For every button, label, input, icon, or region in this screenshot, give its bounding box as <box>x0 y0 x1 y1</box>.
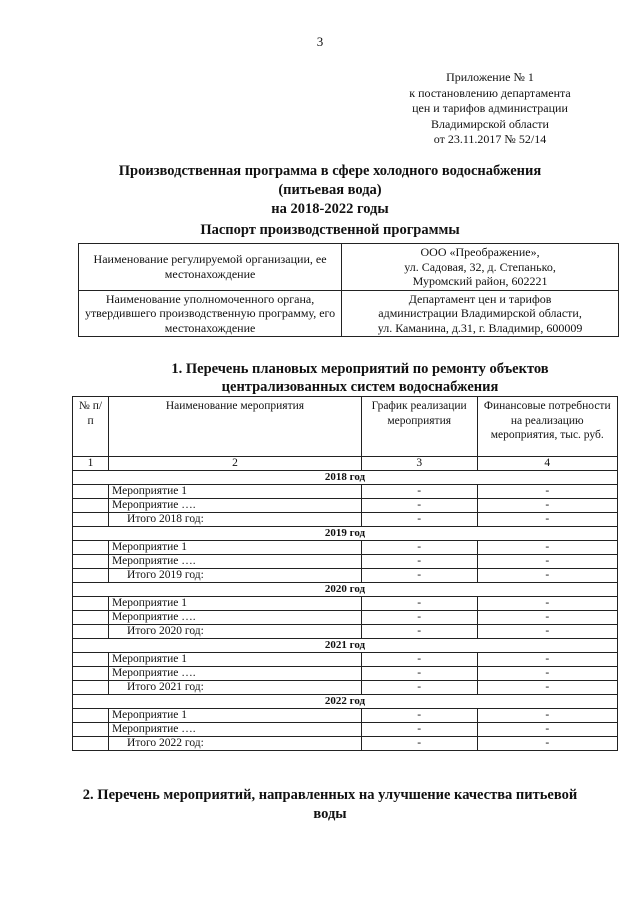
appendix-line: Владимирской области <box>431 116 549 131</box>
title-line: на 2018-2022 годы <box>271 201 389 217</box>
table-row <box>73 555 618 569</box>
row-num <box>73 737 109 751</box>
row-finance: - <box>477 569 618 583</box>
header-name: Наименование мероприятия <box>109 397 362 457</box>
year-label: 2021 год <box>73 639 618 653</box>
row-num <box>73 485 109 499</box>
row-name: Итого 2020 год: <box>109 625 362 639</box>
row-finance: - <box>477 681 618 695</box>
table-row <box>73 611 618 625</box>
row-schedule: - <box>361 667 477 681</box>
section1-title <box>120 360 600 396</box>
column-number: 1 <box>73 457 109 471</box>
row-num <box>73 499 109 513</box>
row-name: Мероприятие 1 <box>109 653 362 667</box>
row-schedule: - <box>361 569 477 583</box>
year-label: 2022 год <box>73 695 618 709</box>
passport-title: Паспорт производственной программы <box>200 222 460 238</box>
appendix-line: к постановлению департамента <box>409 85 571 100</box>
row-num <box>73 513 109 527</box>
table-row <box>73 569 618 583</box>
table-row <box>73 625 618 639</box>
row-finance: - <box>477 667 618 681</box>
row-num <box>73 681 109 695</box>
section1-title-line: централизованных систем водоснабжения <box>221 379 499 395</box>
row-schedule: - <box>361 653 477 667</box>
table-header-row <box>73 397 618 457</box>
header-num: № п/п <box>73 397 109 457</box>
appendix-line: от 23.11.2017 № 52/14 <box>433 132 547 146</box>
year-row <box>73 583 618 597</box>
header-schedule: График реализации мероприятия <box>361 397 477 457</box>
row-name: Мероприятие 1 <box>109 597 362 611</box>
row-num <box>73 667 109 681</box>
year-row <box>73 639 618 653</box>
row-num <box>73 569 109 583</box>
title-line: (питьевая вода) <box>278 182 382 198</box>
row-finance: - <box>477 737 618 751</box>
passport-value-line: ул. Каманина, д.31, г. Владимир, 600009 <box>377 320 583 335</box>
table-row <box>73 653 618 667</box>
row-name: Мероприятие …. <box>109 611 362 625</box>
appendix-block <box>390 70 590 148</box>
page-number: 3 <box>316 34 324 49</box>
row-finance: - <box>477 625 618 639</box>
row-finance: - <box>477 723 618 737</box>
row-name: Мероприятие 1 <box>109 709 362 723</box>
row-finance: - <box>477 485 618 499</box>
row-num <box>73 611 109 625</box>
table-row <box>73 485 618 499</box>
passport-value-line: администрации Владимирской области, <box>378 306 582 320</box>
passport-value-line: ул. Садовая, 32, д. Степанько, <box>404 259 556 274</box>
table-row <box>73 709 618 723</box>
passport-value-line: Муромский район, 602221 <box>412 274 548 288</box>
row-finance: - <box>477 597 618 611</box>
row-name: Итого 2021 год: <box>109 681 362 695</box>
passport-row <box>79 290 619 337</box>
row-name: Итого 2018 год: <box>109 513 362 527</box>
year-row <box>73 527 618 541</box>
year-label: 2020 год <box>73 583 618 597</box>
row-finance: - <box>477 653 618 667</box>
row-finance: - <box>477 513 618 527</box>
passport-row <box>79 244 619 291</box>
row-schedule: - <box>361 541 477 555</box>
year-label: 2018 год <box>73 471 618 485</box>
row-num <box>73 597 109 611</box>
row-schedule: - <box>361 681 477 695</box>
year-label: 2019 год <box>73 527 618 541</box>
section2-title <box>60 786 600 824</box>
section1-title-line: 1. Перечень плановых мероприятий по ремонту объектов <box>171 361 549 377</box>
row-name: Мероприятие …. <box>109 555 362 569</box>
events-table <box>72 396 618 751</box>
row-name: Мероприятие 1 <box>109 485 362 499</box>
title-line: Производственная программа в сфере холодного водоснабжения <box>118 163 542 179</box>
passport-label: Наименование регулируемой организации, ее местонахождение <box>79 244 342 291</box>
passport-value <box>342 244 619 291</box>
appendix-line: цен и тарифов администрации <box>412 101 568 115</box>
column-number: 3 <box>361 457 477 471</box>
row-num <box>73 555 109 569</box>
row-schedule: - <box>361 485 477 499</box>
section2-title-line: воды <box>313 806 347 822</box>
table-row <box>73 681 618 695</box>
column-number: 4 <box>477 457 618 471</box>
row-num <box>73 709 109 723</box>
row-schedule: - <box>361 723 477 737</box>
appendix-line: Приложение № 1 <box>446 70 534 84</box>
row-finance: - <box>477 541 618 555</box>
column-number: 2 <box>109 457 362 471</box>
row-name: Мероприятие …. <box>109 499 362 513</box>
row-finance: - <box>477 555 618 569</box>
row-schedule: - <box>361 499 477 513</box>
row-schedule: - <box>361 625 477 639</box>
table-row <box>73 541 618 555</box>
document-title <box>60 162 600 219</box>
row-schedule: - <box>361 555 477 569</box>
table-row <box>73 499 618 513</box>
column-number-row <box>73 457 618 471</box>
passport-label: Наименование уполномоченного органа, утвердившего производственную программу, его местонахождение <box>79 290 342 337</box>
table-row <box>73 667 618 681</box>
row-num <box>73 723 109 737</box>
row-name: Мероприятие …. <box>109 723 362 737</box>
row-num <box>73 625 109 639</box>
passport-table <box>78 243 619 337</box>
row-name: Мероприятие 1 <box>109 541 362 555</box>
row-name: Итого 2022 год: <box>109 737 362 751</box>
row-finance: - <box>477 709 618 723</box>
row-name: Мероприятие …. <box>109 667 362 681</box>
table-row <box>73 723 618 737</box>
row-schedule: - <box>361 597 477 611</box>
row-schedule: - <box>361 709 477 723</box>
row-finance: - <box>477 499 618 513</box>
year-row <box>73 471 618 485</box>
row-schedule: - <box>361 737 477 751</box>
row-name: Итого 2019 год: <box>109 569 362 583</box>
row-num <box>73 541 109 555</box>
header-finance: Финансовые потребности на реализацию мероприятия, тыс. руб. <box>477 397 618 457</box>
table-row <box>73 737 618 751</box>
passport-value-line: ООО «Преображение», <box>420 245 540 259</box>
year-row <box>73 695 618 709</box>
row-finance: - <box>477 611 618 625</box>
row-schedule: - <box>361 611 477 625</box>
table-row <box>73 597 618 611</box>
passport-value-line: Департамент цен и тарифов <box>408 291 552 306</box>
row-num <box>73 653 109 667</box>
section2-title-line: 2. Перечень мероприятий, направленных на улучшение качества питьевой <box>82 787 578 803</box>
passport-value <box>342 290 619 337</box>
row-schedule: - <box>361 513 477 527</box>
table-row <box>73 513 618 527</box>
